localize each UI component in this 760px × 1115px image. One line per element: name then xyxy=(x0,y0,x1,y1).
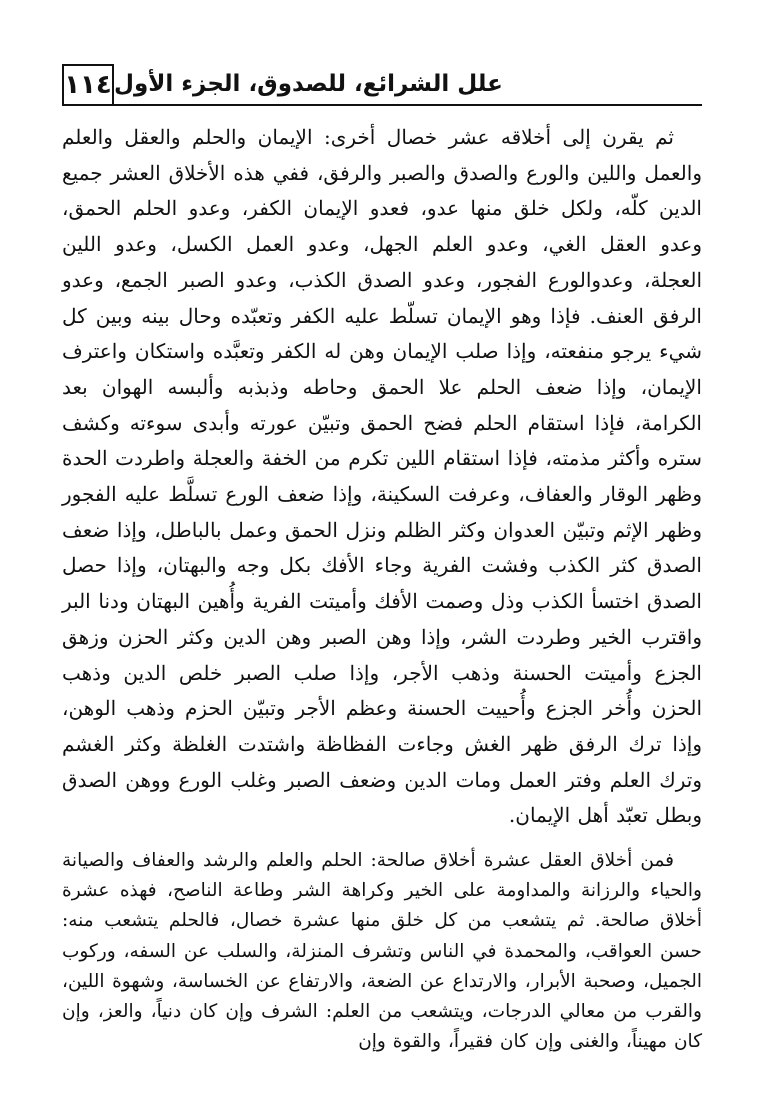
page-header xyxy=(62,64,702,106)
paragraph: فمن أخلاق العقل عشرة أخلاق صالحة: الحلم والعلم والرشد والعفاف والصيانة والحياء والرزانة والمداومة على الخير وكراهة الشر وطاعة الناصح، فهذه عشرة أخلاق صالحة. ثم يتشعب من كل خلق منها عشرة خصال، فالحلم يتشعب منه: حسن العواقب، والمحمدة في الناس وتشرف المنزلة، والسلب عن السفه، وركوب الجميل، وصحبة الأبرار، والارتداع عن الضعة، والارتفاع عن الخساسة، وشهوة اللين، والقرب من معالي الدرجات، ويتشعب من العلم: الشرف وإن كان دنياً، والعز، وإن كان مهيناً، والغنى وإن كان فقيراً، والقوة وإن xyxy=(62,850,702,1053)
running-title: علل الشرائع، للصدوق، الجزء الأول xyxy=(114,71,503,97)
page-number: ١١٤ xyxy=(62,64,114,104)
paragraph: ثم يقرن إلى أخلاقه عشر خصال أخرى: الإيمان والحلم والعقل والعلم والعمل واللين والورع والصدق والصبر والرفق، ففي هذه الأخلاق العشر جميع الدين كلّه، ولكل خلق منها عدو، فعدو الإيمان الكفر، وعدو الحلم الحمق، وعدو العقل الغي، وعدو العلم الجهل، وعدو العمل الكسل، وعدو اللين العجلة، وعدوالورع الفجور، وعدو الصدق الكذب، وعدو الصبر الجمع، وعدو الرفق العنف. فإذا وهو الإيمان تسلّط عليه الكفر وتعبّده وحال بينه وبين كل شيء يرجو منفعته، وإذا صلب الإيمان وهن له الكفر وتعبَّده واستكان واعترف الإيمان، وإذا ضعف الحلم علا الحمق وحاطه وذبذبه وألبسه الهوان بعد الكرامة، فإذا استقام الحلم فضح الحمق وتبيّن عورته وأبدى سوءته وكشف ستره وأكثر مذمته، فإذا استقام اللين تكرم من الخفة والعجلة واطردت الحدة وظهر الوقار والعفاف، وعرفت السكينة، وإذا ضعف الورع تسلَّط عليه الفجور وظهر الإثم وتبيّن العدوان وكثر الظلم ونزل الحمق وعمل بالباطل، وإذا ضعف الصدق كثر الكذب وفشت الفرية وجاء الأفك بكل وجه والبهتان، وإذا حصل الصدق اختسأ الكذب وذل وصمت الأفك وأميتت الفرية وأُهين البهتان ودنا البر واقترب الخير وطردت الشر، وإذا وهن الصبر وهن الدين وكثر الحزن وزهق الجزع وأميتت الحسنة وذهب الأجر، وإذا صلب الصبر خلص الدين وذهب الحزن وأُخر الجزع وأُحييت الحسنة وعظم الأجر وتبيّن الحزم وذهب الوهن، وإذا ترك الرفق ظهر الغش وجاءت الفظاظة واشتدت الغلظة وكثر الغشم وترك العلم وفتر العمل ومات الدين وضعف الصبر وغلب الورع ووهن الصدق وبطل تعبّد أهل الإيمان. xyxy=(62,125,702,828)
page-body xyxy=(62,120,702,1057)
book-page xyxy=(62,64,702,1057)
